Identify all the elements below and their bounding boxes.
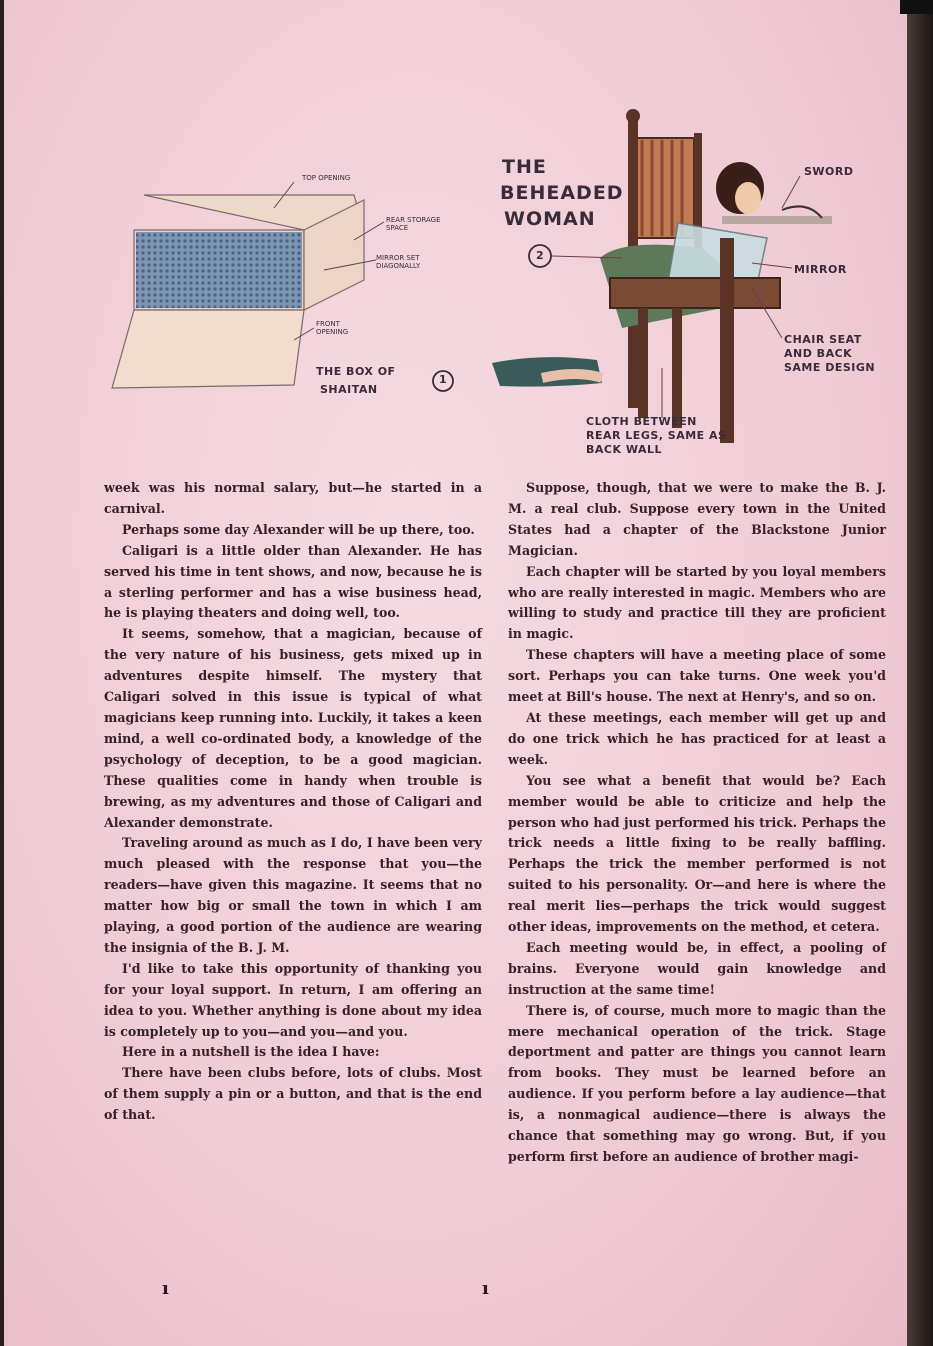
paragraph: You see what a benefit that would be? Each member would be able to criticize and help the person who had just performed his trick. Perhaps the trick needs a little fixing to be really baffling. Perhaps the trick the member performed is not suited to his personality. Or—and here is where the real merit lies—perhaps the trick would suggest other ideas, improvements on the method, et cetera. (508, 772, 886, 935)
chair-label-line1: CHAIR SEAT (784, 333, 862, 346)
paragraph: There is, of course, much more to magic than the mere mechanical operation of the trick. Stage deportment and patter are things you cannot learn from books. They must be learned before an audience. If you perform before a lay audience—that is, a nonmagical audience—there is always the chance that something may go wrong. But, if you perform first before an audience of brother magi- (508, 1002, 886, 1164)
magazine-page (4, 0, 910, 1346)
chair-label-line3: SAME DESIGN (784, 361, 876, 374)
figure1-caption-line1: THE BOX OF (316, 365, 396, 378)
sword-label: SWORD (804, 165, 854, 178)
page-mark-right: ı (482, 1278, 489, 1299)
figure1-number: 1 (439, 373, 448, 386)
left-text-column (104, 478, 482, 1126)
beheaded-woman-diagram (482, 98, 902, 468)
figure2-title-line1: THE (502, 156, 547, 178)
page-mark-left: ı (162, 1278, 169, 1299)
box-illustration (104, 160, 484, 420)
figure2-number: 2 (536, 249, 545, 262)
chair-illustration (482, 98, 902, 468)
paragraph: At these meetings, each member will get up and do one trick which he has practiced for at least a week. (508, 709, 886, 767)
paragraph: These chapters will have a meeting place of some sort. Perhaps you can take turns. One week you'd meet at Bill's house. The next at Henry's, and so on. (508, 647, 886, 705)
rear-storage-label: REAR STORAGE SPACE (386, 216, 441, 232)
mirror-label-2: MIRROR (794, 263, 847, 276)
right-text-column (508, 478, 886, 1168)
paragraph: Each meeting would be, in effect, a pooling of brains. Everyone would gain knowledge and instruction at the same time! (508, 939, 886, 997)
chair-label-line2: AND BACK (784, 347, 853, 360)
page-corner-shadow (900, 0, 933, 14)
box-of-shaitan-diagram (104, 160, 484, 420)
top-opening-label: TOP OPENING (302, 174, 351, 182)
paragraph: There have been clubs before, lots of clubs. Most of them supply a pin or a button, and that is the end of that. (104, 1065, 482, 1123)
figure2-title-line2: BEHEADED (500, 182, 624, 204)
paragraph: Perhaps some day Alexander will be up there, too. (122, 521, 475, 537)
paragraph: Suppose, though, that we were to make the B. J. M. a real club. Suppose every town in the United States had a chapter of the Blackstone Junior Magician. (508, 480, 886, 558)
cloth-label-line2: REAR LEGS, SAME AS (586, 429, 727, 442)
page-edge-shadow (907, 0, 933, 1346)
figure1-caption-line2: SHAITAN (320, 383, 378, 396)
paragraph: Caligari is a little older than Alexander. He has served his time in tent shows, and now, because he is a sterling performer and has a wise business head, he is playing theaters and doing well, too. (104, 542, 482, 621)
front-opening-label: FRONT OPENING (316, 320, 349, 336)
mirror-label: MIRROR SET DIAGONALLY (376, 254, 421, 270)
cloth-label-line3: BACK WALL (586, 443, 662, 456)
paragraph: I'd like to take this opportunity of thanking you for your loyal support. In return, I am offering an idea to you. Whether anything is done about my idea is completely up to you—and you—and you. (104, 960, 482, 1039)
paragraph: Here in a nutshell is the idea I have: (122, 1044, 380, 1060)
paragraph: week was his normal salary, but—he started in a carnival. (104, 480, 482, 516)
paragraph: Traveling around as much as I do, I have been very much pleased with the response that you—the readers—have given this magazine. It seems that no matter how big or small the town in which I am playing, a good portion of the audience are wearing the insignia of the B. J. M. (104, 835, 482, 955)
figure2-title-line3: WOMAN (504, 208, 596, 230)
paragraph: It seems, somehow, that a magician, because of the very nature of his business, gets mixed up in adventures despite himself. The mystery that Caligari solved in this issue is typical of what magicians keep running into. Luckily, it takes a keen mind, a well co-ordinated body, a knowledge of the psychology of deception, to be a good magician. These qualities come in handy when trouble is brewing, as my adventures and those of Caligari and Alexander demonstrate. (104, 626, 482, 830)
cloth-label-line1: CLOTH BETWEEN (586, 415, 697, 428)
paragraph: Each chapter will be started by you loyal members who are really interested in magic. Members who are willing to study and practice till they are proficient in magic. (508, 563, 886, 642)
